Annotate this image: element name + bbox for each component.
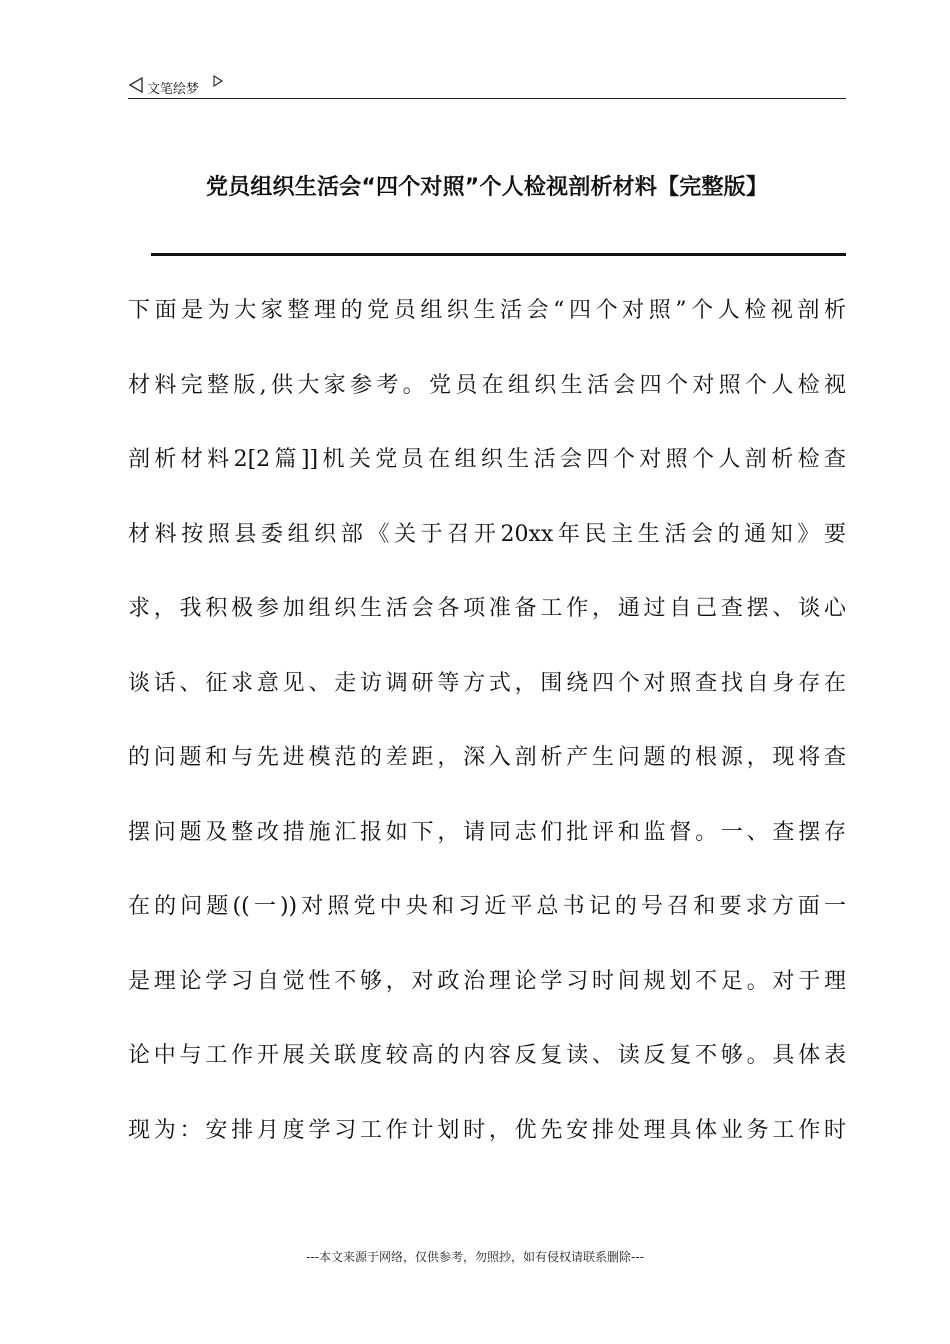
body-line: 材料按照县委组织部《关于召开20xx年民主生活会的通知》要 — [128, 521, 846, 547]
body-line: 剖析材料2[2篇]]机关党员在组织生活会四个对照个人剖析检查 — [128, 447, 846, 472]
body-line: 是理论学习自觉性不够，对政治理论学习时间规划不足。对于理 — [128, 968, 846, 994]
page-header — [128, 74, 846, 99]
title-divider — [151, 253, 846, 256]
body-line: 下面是为大家整理的党员组织生活会“四个对照”个人检视剖析 — [128, 298, 846, 323]
document-title: 党员组织生活会“四个对照”个人检视剖析材料【完整版】 — [205, 175, 769, 200]
document-body — [128, 274, 846, 1168]
body-line: 求，我积极参加组织生活会各项准备工作，通过自己查摆、谈心 — [128, 596, 846, 621]
triangle-right-outline-icon — [213, 75, 223, 87]
body-line: 摆问题及整改措施汇报如下，请同志们批评和监督。一、查摆存 — [128, 819, 846, 845]
triangle-left-outline-icon — [128, 77, 144, 93]
body-line: 谈话、征求意见、走访调研等方式，围绕四个对照查找自身存在 — [128, 670, 846, 696]
page-footer-disclaimer: ---本文来源于网络，仅供参考，勿照抄，如有侵权请联系删除--- — [306, 1250, 644, 1264]
body-line: 在的问题((一))对照党中央和习近平总书记的号召和要求方面一 — [128, 894, 846, 919]
brand-label: 文笔绘梦 — [147, 82, 200, 97]
body-line: 的问题和与先进模范的差距，深入剖析产生问题的根源，现将查 — [128, 745, 846, 770]
body-line: 现为：安排月度学习工作计划时，优先安排处理具体业务工作时 — [128, 1117, 846, 1143]
body-line: 论中与工作开展关联度较高的内容反复读、读反复不够。具体表 — [128, 1043, 846, 1068]
body-line: 材料完整版,供大家参考。党员在组织生活会四个对照个人检视 — [128, 372, 846, 398]
